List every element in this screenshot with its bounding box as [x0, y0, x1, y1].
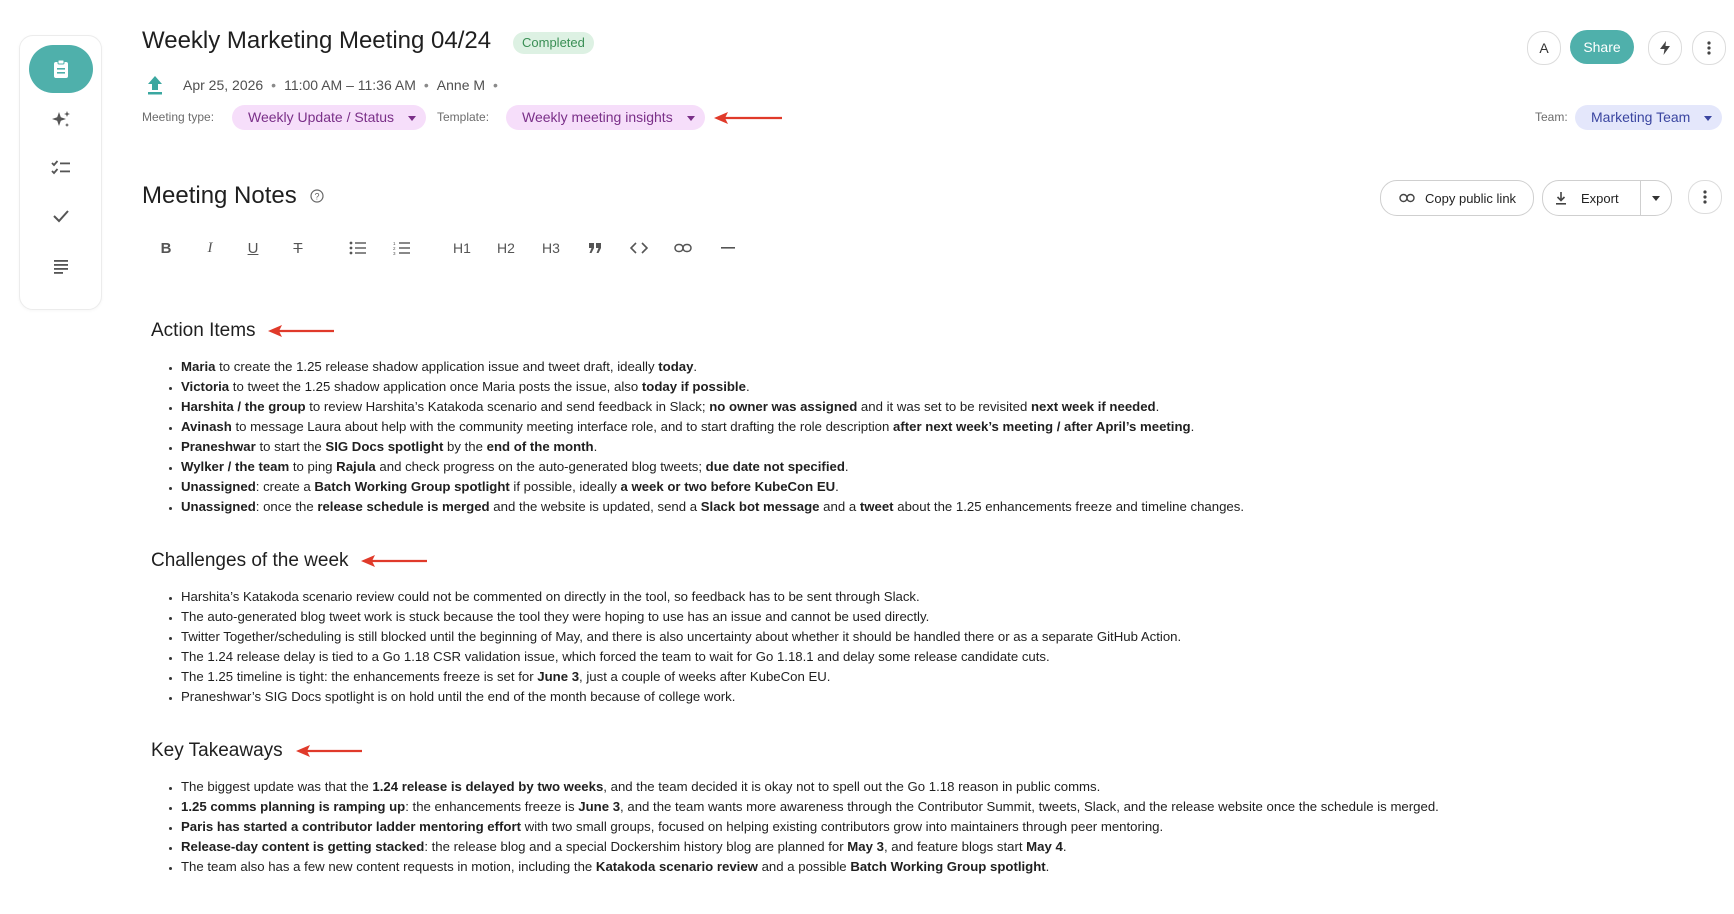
notes-title: Meeting Notes — [142, 182, 297, 209]
rail-ai-button[interactable] — [20, 98, 101, 142]
bold-text: May 4 — [1026, 839, 1063, 854]
text: The biggest update was that the — [181, 779, 373, 794]
rail-tasks-button[interactable] — [20, 194, 101, 238]
text: Praneshwar’s SIG Docs spotlight is on hold until the end of the month because of college work. — [181, 689, 736, 704]
bold-text: June 3 — [537, 669, 580, 684]
list-item — [181, 397, 1611, 417]
bold-text: Maria — [181, 359, 216, 374]
text: if possible, ideally — [509, 479, 621, 494]
list-item — [181, 607, 1611, 627]
list-item — [181, 837, 1611, 857]
team-dropdown[interactable] — [1575, 105, 1722, 130]
list-item — [181, 777, 1611, 797]
bold-text: Harshita / the group — [181, 399, 306, 414]
bold-text: end of the month — [486, 439, 594, 454]
meeting-date: Apr 25, 2026 — [183, 77, 264, 93]
bold-text: Paris has started a contributor ladder mentoring effort — [181, 819, 522, 834]
text: Twitter Together/scheduling is still blocked until the beginning of May, and there is also uncertainty about whether it should be handled there or as a separate GitHub Action. — [181, 629, 1182, 644]
bold-text: Avinash — [181, 419, 232, 434]
code-button[interactable] — [627, 236, 651, 260]
bold-text: no owner was assigned — [709, 399, 858, 414]
automation-button[interactable] — [1648, 31, 1682, 65]
bold-text: 1.24 release is delayed by two weeks — [372, 779, 604, 794]
text: , and feature blogs start — [883, 839, 1027, 854]
text: to start the — [255, 439, 326, 454]
underline-button[interactable] — [241, 236, 265, 260]
bold-text: a week or two before KubeCon EU — [620, 479, 836, 494]
list-item — [181, 357, 1611, 377]
download-icon — [1555, 191, 1567, 205]
meeting-type-label: Meeting type: — [142, 110, 215, 124]
bold-text: Wylker / the team — [181, 459, 290, 474]
annotation-arrow — [268, 324, 336, 338]
numbered-list-icon — [393, 241, 411, 255]
list-item — [181, 667, 1611, 687]
bold-text: Unassigned — [181, 499, 256, 514]
more-vertical-icon — [1703, 190, 1707, 204]
share-button[interactable]: Share — [1570, 30, 1634, 64]
checklist-icon — [50, 159, 72, 177]
bold-text: Release-day content is getting stacked — [181, 839, 425, 854]
annotation-arrow — [714, 111, 784, 125]
takeaways-list — [163, 777, 1611, 877]
rail-notes-button[interactable] — [20, 45, 101, 93]
template-label: Template: — [437, 110, 490, 124]
quote-icon — [588, 242, 602, 254]
section-heading-takeaways: Key Takeaways — [151, 740, 283, 761]
heading-3-button[interactable]: H3 — [542, 240, 560, 256]
text: . — [745, 379, 750, 394]
text: The 1.24 release delay is tied to a Go 1.18 CSR validation issue, which forced the team to wait for Go 1.18.1 and delay some release candidate cuts. — [181, 649, 1050, 664]
text: , just a couple of weeks after KubeCon EU. — [579, 669, 831, 684]
text: , and the team decided it is okay not to spell out the Go 1.18 reason in public comms. — [603, 779, 1101, 794]
list-item — [181, 627, 1611, 647]
caret-down-icon — [1652, 196, 1660, 201]
text: to message Laura about help with the community meeting interface role, and to start drafting the role description — [231, 419, 894, 434]
bullet-list-button[interactable] — [346, 236, 370, 260]
sparkles-icon — [50, 109, 72, 131]
quote-button[interactable] — [583, 236, 607, 260]
text: . — [1045, 859, 1050, 874]
text: : once the — [255, 499, 318, 514]
link-icon — [674, 243, 692, 253]
horizontal-rule-button[interactable] — [716, 236, 740, 260]
export-button[interactable] — [1542, 180, 1672, 216]
text: . — [844, 459, 849, 474]
bold-text: Victoria — [181, 379, 230, 394]
more-options-button[interactable] — [1692, 31, 1726, 65]
list-item — [181, 417, 1611, 437]
list-item — [181, 457, 1611, 477]
bold-text: Slack bot message — [700, 499, 820, 514]
link-icon — [1399, 193, 1415, 203]
check-icon — [51, 208, 71, 224]
text: to ping — [289, 459, 337, 474]
text: to tweet the 1.25 shadow application once Maria posts the issue, also — [229, 379, 642, 394]
text: . — [1190, 419, 1195, 434]
code-icon — [630, 242, 648, 254]
list-item — [181, 377, 1611, 397]
bold-text: 1.25 comms planning is ramping up — [181, 799, 406, 814]
caret-down-icon — [408, 116, 416, 121]
upload-icon[interactable] — [145, 74, 165, 96]
meeting-type-value: Weekly Update / Status — [248, 109, 395, 125]
text: : the release blog and a special Dockershim history blog are planned for — [424, 839, 848, 854]
lightning-icon — [1659, 40, 1671, 56]
bold-icon: B — [160, 239, 172, 257]
underline-icon: U — [247, 239, 259, 257]
bold-text: Unassigned — [181, 479, 256, 494]
heading-2-button[interactable]: H2 — [497, 240, 515, 256]
text: : create a — [255, 479, 315, 494]
list-item — [181, 797, 1611, 817]
text: . — [1155, 399, 1160, 414]
meeting-type-dropdown[interactable] — [232, 105, 426, 130]
bold-text: Katakoda scenario review — [595, 859, 758, 874]
annotation-arrow — [361, 554, 429, 568]
bold-text: tweet — [859, 499, 894, 514]
italic-button[interactable] — [198, 236, 222, 260]
text: . — [835, 479, 839, 494]
template-value: Weekly meeting insights — [522, 109, 673, 125]
avatar[interactable]: A — [1527, 31, 1561, 65]
text: and the website is updated, send a — [489, 499, 701, 514]
export-label: Export — [1581, 190, 1619, 206]
notes-more-options-button[interactable] — [1688, 180, 1722, 214]
svg-text:2: 2 — [393, 246, 396, 251]
italic-icon: I — [207, 239, 213, 256]
meeting-time: 11:00 AM – 11:36 AM — [284, 77, 416, 93]
list-item — [181, 647, 1611, 667]
text: to review Harshita’s Katakoda scenario and send feedback in Slack; — [305, 399, 710, 414]
bullet-list-icon — [349, 241, 367, 255]
bold-text: Batch Working Group spotlight — [314, 479, 510, 494]
text: , and the team wants more awareness through the Contributor Summit, tweets, Slack, and the release website once the schedule is merged. — [620, 799, 1439, 814]
text: The auto-generated blog tweet work is stuck because the tool they were hoping to use has an issue and cannot be used directly. — [181, 609, 930, 624]
bold-text: Batch Working Group spotlight — [850, 859, 1046, 874]
list-item — [181, 587, 1611, 607]
list-item — [181, 857, 1611, 877]
left-rail — [19, 35, 102, 310]
bold-text: today — [658, 359, 694, 374]
caret-down-icon — [1704, 116, 1712, 121]
action-items-list — [163, 357, 1611, 517]
svg-text:1: 1 — [393, 241, 396, 246]
bold-text: next week if needed — [1031, 399, 1156, 414]
list-item — [181, 687, 1611, 707]
caret-down-icon — [687, 116, 695, 121]
export-dropdown-toggle[interactable] — [1641, 181, 1671, 215]
bold-button[interactable] — [154, 236, 178, 260]
meeting-meta: Apr 25, 2026 • 11:00 AM – 11:36 AM • Anne M • — [183, 77, 498, 93]
bold-text: after next week’s meeting / after April’s meeting — [893, 419, 1191, 434]
copy-public-link-label: Copy public link — [1425, 190, 1517, 206]
text: and a — [819, 499, 860, 514]
rail-checklist-button[interactable] — [20, 146, 101, 190]
text: and check progress on the auto-generated blog tweets; — [375, 459, 706, 474]
copy-public-link-button[interactable] — [1380, 180, 1534, 216]
list-item — [181, 437, 1611, 457]
help-icon[interactable] — [310, 189, 324, 203]
annotation-arrow — [296, 744, 364, 758]
text: The 1.25 timeline is tight: the enhancements freeze is set for — [181, 669, 538, 684]
bold-text: Praneshwar — [181, 439, 256, 454]
text-lines-icon — [52, 258, 70, 274]
section-heading-challenges: Challenges of the week — [151, 550, 349, 571]
text: : the enhancements freeze is — [405, 799, 579, 814]
bold-text: June 3 — [578, 799, 621, 814]
svg-text:3: 3 — [393, 251, 396, 255]
numbered-list-button[interactable] — [390, 236, 414, 260]
heading-1-button[interactable]: H1 — [453, 240, 471, 256]
text: by the — [443, 439, 487, 454]
text: . — [593, 439, 598, 454]
insert-link-button[interactable] — [671, 236, 695, 260]
text: Harshita’s Katakoda scenario review could not be commented on directly in the tool, so feedback has to be sent through Slack. — [181, 589, 920, 604]
text: to create the 1.25 release shadow application issue and tweet draft, ideally — [215, 359, 659, 374]
bold-text: release schedule is merged — [317, 499, 490, 514]
meeting-title: Weekly Marketing Meeting 04/24 — [142, 27, 492, 54]
text: and a possible — [757, 859, 851, 874]
text: The team also has a few new content requests in motion, including the — [181, 859, 596, 874]
template-dropdown[interactable] — [506, 105, 705, 130]
text: about the 1.25 enhancements freeze and timeline changes. — [893, 499, 1245, 514]
strikethrough-button[interactable] — [286, 236, 310, 260]
more-vertical-icon — [1707, 41, 1711, 55]
text: . — [693, 359, 698, 374]
svg-text:?: ? — [314, 191, 320, 202]
text: . — [1062, 839, 1067, 854]
rail-transcript-button[interactable] — [20, 244, 101, 288]
team-label: Team: — [1535, 110, 1568, 124]
list-item — [181, 817, 1611, 837]
status-badge: Completed — [513, 32, 594, 54]
challenges-list — [163, 587, 1611, 707]
strikethrough-icon: T — [293, 239, 303, 257]
text: and it was set to be revisited — [857, 399, 1031, 414]
text: with two small groups, focused on helping existing contributors grow into maintainers through peer mentoring. — [521, 819, 1164, 834]
list-item — [181, 497, 1611, 517]
meeting-host: Anne M — [436, 77, 486, 93]
bold-text: SIG Docs spotlight — [325, 439, 444, 454]
horizontal-rule-icon — [721, 246, 735, 250]
team-value: Marketing Team — [1591, 109, 1691, 125]
list-item — [181, 477, 1611, 497]
bold-text: May 3 — [847, 839, 884, 854]
bold-text: today if possible — [641, 379, 746, 394]
notes-icon — [29, 45, 93, 93]
section-heading-action-items: Action Items — [151, 320, 256, 341]
bold-text: Rajula — [336, 459, 376, 474]
bold-text: due date not specified — [705, 459, 845, 474]
